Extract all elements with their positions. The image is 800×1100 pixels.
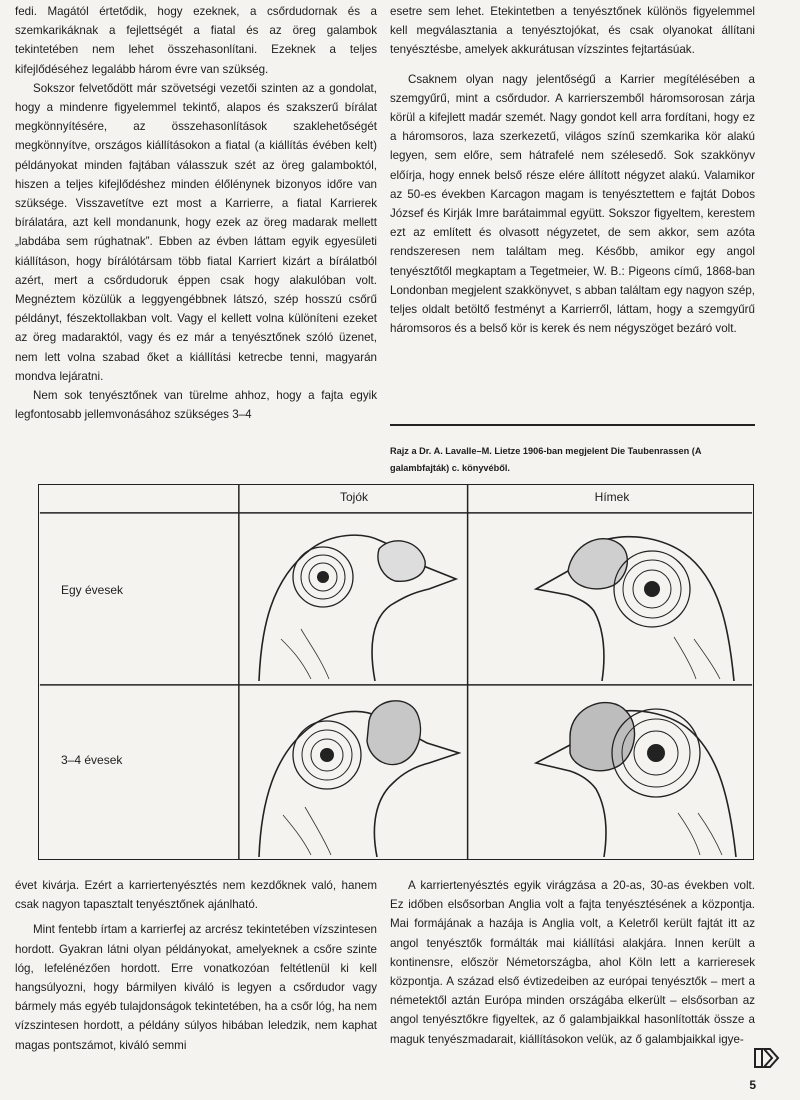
figure-caption: Rajz a Dr. A. Lavalle–M. Lietze 1906-ban megjelent Die Taubenrassen (A galambfajták) c. könyvéből.	[390, 446, 702, 473]
caption-divider	[390, 424, 755, 426]
text-column-top-left	[15, 2, 377, 424]
paragraph: A karriertenyésztés egyik virágzása a 20-as, 30-as években volt. Ez időben elsősorban Anglia volt a fajta tenyésztésének a központja. Mai formájának a hazája is Anglia volt, a Keletről került fajtát itt az angol tenyésztők formálták mai kiállítási alakjára. Innen került a kontinensre, először Németországba, ahol Köln lett a karrieresek központja. A század első évtizedeiben az európai tenyésztők – mert a németektől aztán Európa minden országába elkerült – elsősorban az angol tenyésztőkre figyeltek, az ő galambjaikkal hasonlították össze a maguk tenyészmadarait, kiállításokon velük, az ő galambjaikkal igye-	[390, 879, 755, 1046]
continue-arrow-icon	[752, 1047, 780, 1069]
pigeon-head-male-young-drawing	[484, 519, 746, 681]
row-label-one-year: Egy évesek	[61, 583, 124, 597]
paragraph: Csaknem olyan nagy jelentőségű a Karrier megítélésében a szemgyűrű, mint a csőrdudor. A karrierszemből háromsorosan zárja körül a kifejlett madár szemét. Nagy gondot kell arra fordítani, hogy ez a háromsoros, laza szerkezetű, világos színű szemkarika kör alakú legyen, sem előre, sem hátrafelé nem szélesedő. Sok szakkönyv előírja, hogy ennek belső része elére állított négyzet alakú. Valamikor az 50-es években Karcagon magam is tenyésztettem e fajtát Dobos József és Kirják Imre barátaimmal együtt. Sokszor figyeltem, kerestem ezt az említett és olvasott négyzetet, de sem akkor, sem azóta rendszeresen nem találtam meg. Később, amikor egy angol tenyésztőtől megkaptam a Tegetmeier, W. B.: Pigeons című, 1868-ban Londonban megjelent szakkönyvet, s abban találtam egy nagyon szép, teljes oldalt betöltő festményt a Karrierről, láttam, hogy a szemgyűrű háromsoros és a belső kör is kerek és nem négyszöget bezáró volt.	[390, 72, 755, 336]
paragraph: esetre sem lehet. Etekintetben a tenyésztőnek különös figyelemmel kell megválasztania a tenyésztojókat, és csak olyanokat állítani tenyésztésbe, amelyek akkurátusan vízszintes fejtartásúak.	[390, 5, 755, 57]
paragraph: Sokszor felvetődött már szövetségi vezetői szinten az a gondolat, hogy a mindenre figyelemmel tekintő, alapos és szakszerű bírálat megkönnyítésére, az összehasonlítások szaklehetőségét megkönnyítve, országos kiállításokon a fiatal (a kiállítás évében kelt) példányokat minden fajtában válasszuk szét az öreg galamboktól, hiszen a teljes kifejlődéshez minden élőlénynek bizonyos időre van szüksége. Visszavetítve ezt most a Karrierre, a fiatal Karrierek bírálatára, azt kell mondanunk, hogy ezek az öreg madarak mellett „labdába sem rúghatnak”. Ebben az évben láttam egyik egyesületi kiállításon, hogy bírálótársam több fiatal Karriert kizárt a bírálatból azért, mert a csőrdudoruk éppen csak hogy alakulóban volt. Megnéztem közülük a leggyengébbnek látszó, szép hosszú csőrű példányt, fészektollakban volt. Vagy el kellett volna különíteni ezeket az öreg madaraktól, vagy és ez már a tenyésztőnek szóló üzenet, nem lett volna szabad őket a kiállítási ketrecbe tenni, magyarán mondva lejáratni.	[15, 81, 377, 383]
figure-table	[38, 484, 754, 860]
pigeon-head-male-adult-drawing	[484, 691, 746, 857]
pigeon-head-female-young-drawing	[251, 519, 461, 681]
row-label-three-four-years: 3–4 évesek	[61, 753, 123, 767]
text-column-bottom-left	[15, 876, 377, 1055]
paragraph: fedi. Magától értetődik, hogy ezeknek, a csőrdudornak és a szemkarikáknak a fejlettségét a fiatal és az öreg galambok tekintetében nem lehet összehasonlítani. Ezeknek a teljes kifejlődéséhez legalább három évre van szükség.	[15, 5, 377, 76]
column-header-males: Hímek	[594, 490, 630, 504]
paragraph: Mint fentebb írtam a karrierfej az arcrész tekintetében vízszintesen hordott. Gyakran látni olyan példányokat, amelyeknek a csőre szinte lóg, lefelénézően hordott. Erre vonatkozóan feltétlenül ki kell hangsúlyozni, hogy bármilyen kiváló is legyen a csőrdudor vagy bármely más egyéb tulajdonságok tekintetében, ha a csőr lóg, ha nem vízszintesen hordott, a példány súlyos hibában leledzik, nem kaphat magas pontszámot, kiváló semmi	[15, 923, 377, 1052]
paragraph: Nem sok tenyésztőnek van türelme ahhoz, hogy a fajta egyik legfontosabb jellemvonásához szükséges 3–4	[15, 389, 377, 422]
page-number: 5	[749, 1078, 756, 1092]
text-column-top-right	[390, 2, 755, 338]
text-column-bottom-right	[390, 876, 755, 1049]
pigeon-head-female-adult-drawing	[251, 691, 461, 857]
column-header-females: Tojók	[339, 490, 368, 504]
paragraph: évet kivárja. Ezért a karriertenyésztés nem kezdőknek való, hanem csak nagyon tapasztalt tenyésztőnek ajánlható.	[15, 879, 377, 912]
